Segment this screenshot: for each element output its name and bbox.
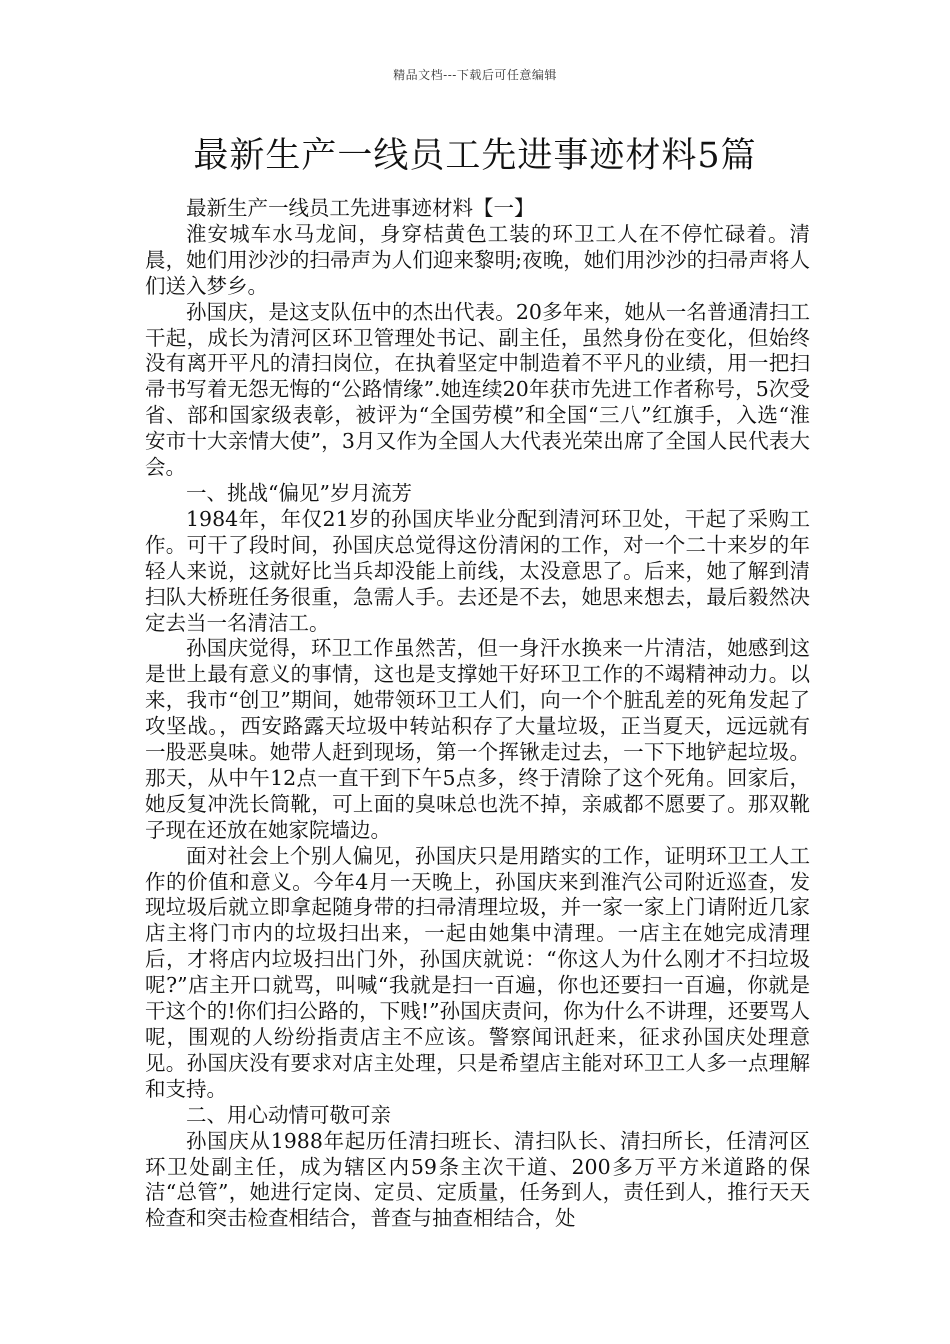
paragraph: 面对社会上个别人偏见，孙国庆只是用踏实的工作，证明环卫工人工作的价值和意义。今年4月一天晚上，孙国庆来到淮汽公司附近巡查，发现垃圾后就立即拿起随身带的扫帚清理垃圾，并一家一家上门请附近几家店主将门市内的垃圾扫出来，一起由她集中清理。一店主在她完成清理后，才将店内垃圾扫出门外，孙国庆就说：“你这人为什么刚才不扫垃圾呢?”店主开口就骂，叫喊“我就是扫一百遍，你也还要扫一百遍，你就是干这个的!你们扫公路的，下贱!”孙国庆责问，你为什么不讲理，还要骂人呢，围观的人纷纷指责店主不应该。警察闻讯赶来，征求孙国庆处理意见。孙国庆没有要求对店主处理，只是希望店主能对环卫工人多一点理解和支持。 <box>145 843 810 1101</box>
paragraph: 孙国庆觉得，环卫工作虽然苦，但一身汗水换来一片清洁，她感到这是世上最有意义的事情，这也是支撑她干好环卫工作的不竭精神动力。以来，我市“创卫”期间，她带领环卫工人们，向一个个脏乱差的死角发起了攻坚战。，西安路露天垃圾中转站积存了大量垃圾，正当夏天，远远就有一股恶臭味。她带人赶到现场，第一个挥锹走过去，一下下地铲起垃圾。那天，从中午12点一直干到下午5点多，终于清除了这个死角。回家后，她反复冲洗长筒靴，可上面的臭味总也洗不掉，亲戚都不愿要了。那双靴子现在还放在她家院墙边。 <box>145 636 810 842</box>
paragraph: 孙国庆从1988年起历任清扫班长、清扫队长、清扫所长，任清河区环卫处副主任，成为辖区内59条主次干道、200多万平方米道路的保洁“总管”，她进行定岗、定员、定质量，任务到人，责任到人，推行天天检查和突击检查相结合，普查与抽查相结合，处 <box>145 1128 810 1231</box>
paragraph: 孙国庆，是这支队伍中的杰出代表。20多年来，她从一名普通清扫工干起，成长为清河区环卫管理处书记、副主任，虽然身份在变化，但始终没有离开平凡的清扫岗位，在执着坚定中制造着不平凡的业绩，用一把扫帚书写着无怨无悔的“公路情缘”.她连续20年获市先进工作者称号，5次受省、部和国家级表彰，被评为“全国劳模”和全国“三八”红旗手，入选“淮安市十大亲情大使”，3月又作为全国人大代表光荣出席了全国人民代表大会。 <box>145 299 810 480</box>
section-heading: 最新生产一线员工先进事迹材料【一】 <box>186 196 535 220</box>
section-heading: 一、挑战“偏见”岁月流芳 <box>186 480 412 505</box>
section-heading: 二、用心动情可敬可亲 <box>186 1102 391 1127</box>
paragraph: 淮安城车水马龙间，身穿桔黄色工装的环卫工人在不停忙碌着。清晨，她们用沙沙的扫帚声为人们迎来黎明;夜晚，她们用沙沙的扫帚声将人们送入梦乡。 <box>145 221 810 298</box>
document-body <box>145 196 810 1232</box>
paragraph: 1984年，年仅21岁的孙国庆毕业分配到清河环卫处，干起了采购工作。可干了段时间，孙国庆总觉得这份清闲的工作，对一个二十来岁的年轻人来说，这就好比当兵却没能上前线，太没意思了。后来，她了解到清扫队大桥班任务很重，急需人手。去还是不去，她思来想去，最后毅然决定去当一名清洁工。 <box>145 506 810 635</box>
document-title: 最新生产一线员工先进事迹材料5篇 <box>193 136 757 176</box>
header-note: 精品文档---下载后可任意编辑 <box>393 68 557 82</box>
